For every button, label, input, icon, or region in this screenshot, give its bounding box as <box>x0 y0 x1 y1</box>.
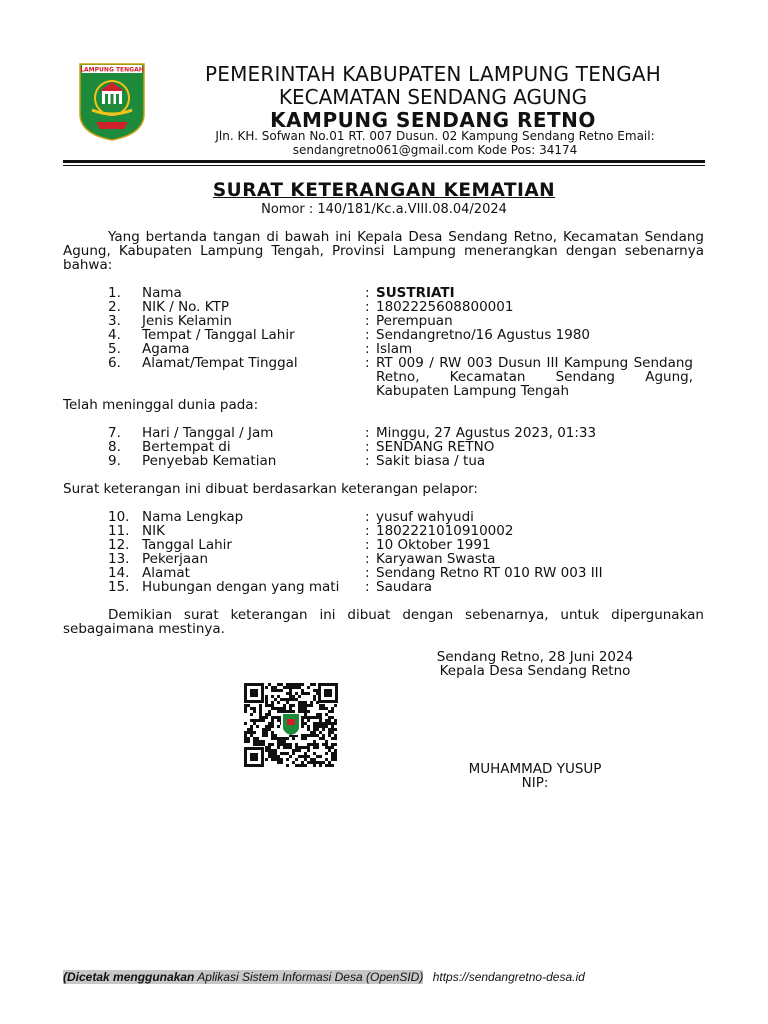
field-value: yusuf wahyudi <box>376 509 474 525</box>
deceased-name: SUSTRIATI <box>376 285 455 301</box>
field-label: Nama <box>142 285 182 301</box>
field-label: Tempat / Tanggal Lahir <box>142 327 295 343</box>
death-heading: Telah meninggal dunia pada: <box>63 397 259 413</box>
header-government: PEMERINTAH KABUPATEN LAMPUNG TENGAH <box>204 62 662 86</box>
header-village: KAMPUNG SENDANG RETNO <box>270 108 596 132</box>
qr-code <box>244 683 338 767</box>
footer-printed-by: (Dicetak menggunakan <box>63 970 195 984</box>
signature-position: Kepala Desa Sendang Retno <box>439 663 631 679</box>
print-footer <box>63 970 585 984</box>
signature-place-date: Sendang Retno, 28 Juni 2024 <box>436 649 634 665</box>
field-number: 1. <box>108 285 121 301</box>
lampung-tengah-logo <box>78 62 146 142</box>
field-value: Sakit biasa / tua <box>376 453 486 469</box>
address-value-line: Retno, Kecamatan Sendang Agung, <box>376 369 693 385</box>
header-address <box>192 130 678 157</box>
field-label: Agama <box>142 341 190 357</box>
footer-app-name: Aplikasi Sistem Informasi Desa (OpenSID) <box>197 970 424 984</box>
field-value: 10 Oktober 1991 <box>376 537 491 553</box>
field-label: Tanggal Lahir <box>142 537 232 553</box>
address-line-2: sendangretno061@gmail.com Kode Pos: 34174 <box>292 142 578 157</box>
field-number: 12. <box>108 537 130 553</box>
field-label: Hari / Tanggal / Jam <box>142 425 274 441</box>
field-value: 1802225608800001 <box>376 299 514 315</box>
field-value: Perempuan <box>376 313 453 329</box>
field-value: 1802221010910002 <box>376 523 514 539</box>
field-number: 6. <box>108 355 121 371</box>
field-number: 9. <box>108 453 121 469</box>
field-number: 8. <box>108 439 121 455</box>
field-label: Bertempat di <box>142 439 231 455</box>
field-number: 15. <box>108 579 130 595</box>
document-title: SURAT KETERANGAN KEMATIAN <box>212 180 556 201</box>
footer-url: https://sendangretno-desa.id <box>432 970 585 984</box>
field-value: Minggu, 27 Agustus 2023, 01:33 <box>376 425 597 441</box>
field-label: Hubungan dengan yang mati <box>142 579 340 595</box>
header-divider <box>63 160 705 163</box>
document-number: Nomor : 140/181/Kc.a.VIII.08.04/2024 <box>261 202 507 217</box>
address-value-line: RT 009 / RW 003 Dusun III Kampung Sendang <box>376 355 693 371</box>
intro-paragraph: Yang bertanda tangan di bawah ini Kepala Desa Sendang Retno, Kecamatan Sendang Agung, Kabupaten Lampung Tengah, Provinsi Lampung menerangkan dengan sebenarnya bahwa: <box>63 229 704 273</box>
field-number: 3. <box>108 313 121 329</box>
footer-highlight <box>63 970 423 984</box>
field-label: Jenis Kelamin <box>142 313 232 329</box>
field-value: Islam <box>376 341 413 357</box>
field-label: Nama Lengkap <box>142 509 244 525</box>
field-label: Alamat/Tempat Tinggal <box>142 355 298 371</box>
signatory-nip: NIP: <box>521 775 549 791</box>
field-number: 11. <box>108 523 130 539</box>
field-number: 14. <box>108 565 130 581</box>
field-number: 10. <box>108 509 130 525</box>
address-line-1: Jln. KH. Sofwan No.01 RT. 007 Dusun. 02 Kampung Sendang Retno Email: <box>215 129 655 143</box>
header-divider-thin <box>63 165 705 166</box>
field-number: 13. <box>108 551 130 567</box>
signatory-name: MUHAMMAD YUSUP <box>468 761 602 777</box>
field-value: Sendang Retno RT 010 RW 003 III <box>376 565 603 581</box>
field-label: Pekerjaan <box>142 551 209 567</box>
field-number: 4. <box>108 327 121 343</box>
header-district: KECAMATAN SENDANG AGUNG <box>278 85 588 109</box>
field-label: Alamat <box>142 565 190 581</box>
field-number: 7. <box>108 425 121 441</box>
field-label: Penyebab Kematian <box>142 453 277 469</box>
address-value <box>376 356 693 398</box>
field-value: Sendangretno/16 Agustus 1980 <box>376 327 591 343</box>
field-number: 5. <box>108 341 121 357</box>
field-value: SENDANG RETNO <box>376 439 495 455</box>
field-number: 2. <box>108 299 121 315</box>
logo-caption: LAMPUNG TENGAH <box>80 66 144 74</box>
field-label: NIK <box>142 523 165 539</box>
reporter-heading: Surat keterangan ini dibuat berdasarkan keterangan pelapor: <box>63 481 478 497</box>
field-value: Karyawan Swasta <box>376 551 496 567</box>
field-label: NIK / No. KTP <box>142 299 229 315</box>
field-value: Saudara <box>376 579 433 595</box>
closing-paragraph: Demikian surat keterangan ini dibuat dengan sebenarnya, untuk dipergunakan sebagaimana mestinya. <box>63 607 704 637</box>
address-value-line: Kabupaten Lampung Tengah <box>376 383 570 399</box>
